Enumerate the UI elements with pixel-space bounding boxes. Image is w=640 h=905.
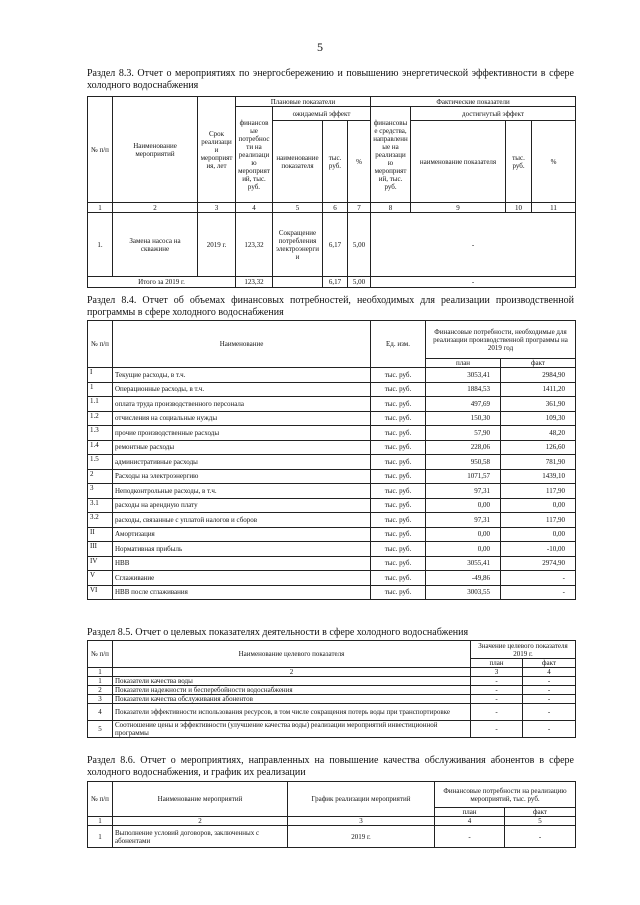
row-num: 2: [88, 686, 113, 695]
col-header-plan: план: [471, 659, 523, 668]
table-row: [88, 677, 576, 686]
col-number: 3: [198, 203, 236, 213]
row-num: 1.4: [88, 440, 113, 455]
row-name: расходы на арендную плату: [113, 498, 371, 513]
row-num: 3: [88, 484, 113, 499]
row-name: Соотношение цены и эффективности (улучшение качества воды) реализации мероприятий инвестиционной программы: [113, 721, 471, 738]
row-fact: 109,30: [501, 411, 576, 426]
row-unit: тыс. руб.: [371, 382, 426, 397]
total-fact: -: [371, 277, 576, 288]
row-fact: -: [371, 213, 576, 277]
table-row: [88, 571, 576, 586]
col-number: 4: [435, 817, 505, 826]
col-header-fin-fact: финансовые средства, направленные на реализацию мероприятий, тыс. руб.: [371, 107, 411, 203]
row-plan: -49,86: [426, 571, 501, 586]
row-name: НВВ после сглаживания: [113, 585, 371, 600]
row-num: I: [88, 368, 113, 383]
row-plan: 1884,53: [426, 382, 501, 397]
row-unit: тыс. руб.: [371, 556, 426, 571]
row-plan: 0,00: [426, 498, 501, 513]
col-number: 1: [88, 817, 113, 826]
row-plan: -: [471, 704, 523, 721]
row-num: V: [88, 571, 113, 586]
row-name: отчисления на социальные нужды: [113, 411, 371, 426]
column-numbers-row: [88, 668, 576, 677]
row-num: 3.2: [88, 513, 113, 528]
row-unit: тыс. руб.: [371, 455, 426, 470]
row-fact: 2974,90: [501, 556, 576, 571]
row-unit: тыс. руб.: [371, 513, 426, 528]
row-plan: 57,90: [426, 426, 501, 441]
row-num: II: [88, 527, 113, 542]
row-name: Выполнение условий договоров, заключенных с абонентами: [113, 826, 288, 848]
col-header-name: Наименование целевого показателя: [113, 641, 471, 668]
row-num: 5: [88, 721, 113, 738]
col-number: 6: [323, 203, 348, 213]
section-8-5-title: Раздел 8.5. Отчет о целевых показателях деятельности в сфере холодного водоснабжения: [87, 627, 469, 638]
table-row: [88, 469, 576, 484]
table-row: [88, 368, 576, 383]
col-number: 9: [411, 203, 506, 213]
table-row: [88, 440, 576, 455]
row-plan: 97,31: [426, 513, 501, 528]
row-num: 4: [88, 704, 113, 721]
total-row: [88, 277, 576, 288]
row-num: 1: [88, 677, 113, 686]
table-row: [88, 397, 576, 412]
service-quality-table: [87, 781, 576, 848]
row-fact: -: [523, 677, 576, 686]
row-num: 3: [88, 695, 113, 704]
col-header-name: Наименование: [113, 321, 371, 368]
row-fact: 117,90: [501, 513, 576, 528]
row-plan: -: [471, 677, 523, 686]
row-unit: тыс. руб.: [371, 368, 426, 383]
col-header-fact: факт: [501, 359, 576, 368]
col-header-indicator-fact: наименование показателя: [411, 121, 506, 203]
row-fact: 781,90: [501, 455, 576, 470]
col-header-schedule: График реализации мероприятий: [288, 782, 435, 817]
col-header-name: Наименование мероприятий: [113, 97, 198, 203]
col-number: 11: [532, 203, 576, 213]
table-row: [88, 542, 576, 557]
col-header-fact: факт: [505, 808, 576, 817]
row-name: Замена насоса на скважине: [113, 213, 198, 277]
row-fact: -: [501, 585, 576, 600]
col-number: 1: [88, 668, 113, 677]
row-plan: 0,00: [426, 527, 501, 542]
row-plan: 97,31: [426, 484, 501, 499]
row-fact: 1439,10: [501, 469, 576, 484]
col-number: 5: [273, 203, 323, 213]
row-unit: тыс. руб.: [371, 397, 426, 412]
col-header-num: № п/п: [88, 641, 113, 668]
row-unit: тыс. руб.: [371, 498, 426, 513]
col-header-fin-plan: финансовые потребности на реализацию мероприятий, тыс. руб.: [236, 107, 273, 203]
row-num: 1: [88, 826, 113, 848]
page-number: 5: [317, 40, 323, 54]
col-number: 3: [288, 817, 435, 826]
col-header-expected: ожидаемый эффект: [273, 107, 371, 121]
row-name: Показатели качества воды: [113, 677, 471, 686]
row-unit: тыс. руб.: [371, 411, 426, 426]
table-row: [88, 686, 576, 695]
row-name: Операционные расходы, в т.ч.: [113, 382, 371, 397]
col-header-achieved: достигнутый эффект: [411, 107, 576, 121]
financial-needs-table: [87, 320, 576, 600]
table-row: [88, 527, 576, 542]
col-header-thr-fact: тыс. руб.: [506, 121, 532, 203]
table-row: [88, 411, 576, 426]
row-num: 1.1: [88, 397, 113, 412]
table-row: [88, 484, 576, 499]
row-num: 1.: [88, 213, 113, 277]
row-fact: 0,00: [501, 498, 576, 513]
row-plan: -: [471, 686, 523, 695]
row-unit: тыс. руб.: [371, 440, 426, 455]
col-number: 2: [113, 817, 288, 826]
section-8-6-title: Раздел 8.6. Отчет о мероприятиях, направленных на повышение качества обслуживания абонентов в сфере холодного водоснабжения, и график их реализации: [87, 755, 574, 778]
col-number: 4: [523, 668, 576, 677]
row-unit: тыс. руб.: [371, 571, 426, 586]
col-header-num: № п/п: [88, 321, 113, 368]
row-name: Текущие расходы, в т.ч.: [113, 368, 371, 383]
row-unit: тыс. руб.: [371, 527, 426, 542]
row-indicator: Сокращение потребления электроэнергии: [273, 213, 323, 277]
row-plan: 150,30: [426, 411, 501, 426]
row-fact: 361,90: [501, 397, 576, 412]
row-unit: тыс. руб.: [371, 426, 426, 441]
row-plan: -: [435, 826, 505, 848]
row-plan: -: [471, 695, 523, 704]
col-header-indicator: наименование показателя: [273, 121, 323, 203]
row-num: 2: [88, 469, 113, 484]
row-name: Сглаживание: [113, 571, 371, 586]
row-unit: тыс. руб.: [371, 469, 426, 484]
col-header-value: Значение целевого показателя 2019 г.: [471, 641, 576, 659]
row-fact: -: [505, 826, 576, 848]
row-fin: 123,32: [236, 213, 273, 277]
target-indicators-table: [87, 640, 576, 738]
row-num: 1: [88, 382, 113, 397]
total-pct: 5,00: [348, 277, 371, 288]
row-plan: 3055,41: [426, 556, 501, 571]
col-header-num: № п/п: [88, 97, 113, 203]
col-header-plan-group: Плановые показатели: [236, 97, 371, 107]
row-fact: -10,00: [501, 542, 576, 557]
row-name: Нормативная прибыль: [113, 542, 371, 557]
row-fact: -: [523, 721, 576, 738]
col-header-fin: Финансовые потребности, необходимые для реализации производственной программы на 2019 год: [426, 321, 576, 359]
table-row: [88, 498, 576, 513]
col-header-thr: тыс. руб.: [323, 121, 348, 203]
row-plan: 0,00: [426, 542, 501, 557]
col-number: 1: [88, 203, 113, 213]
column-numbers-row: [88, 203, 576, 213]
row-num: 1.2: [88, 411, 113, 426]
row-fact: 126,60: [501, 440, 576, 455]
table-row: [88, 382, 576, 397]
total-thr: 6,17: [323, 277, 348, 288]
row-name: прочие производственные расходы: [113, 426, 371, 441]
row-num: III: [88, 542, 113, 557]
total-label: Итого за 2019 г.: [88, 277, 236, 288]
col-header-unit: Ед. изм.: [371, 321, 426, 368]
table-row: [88, 826, 576, 848]
col-header-pct-fact: %: [532, 121, 576, 203]
row-fact: -: [501, 571, 576, 586]
row-name: Расходы на электроэнергию: [113, 469, 371, 484]
section-8-3-title: Раздел 8.3. Отчет о мероприятиях по энергосбережению и повышению энергетической эффективности в сфере холодного водоснабжения: [87, 68, 574, 91]
row-fact: 117,90: [501, 484, 576, 499]
row-name: административные расходы: [113, 455, 371, 470]
col-number: 7: [348, 203, 371, 213]
row-plan: 228,06: [426, 440, 501, 455]
row-plan: 497,69: [426, 397, 501, 412]
table-row: [88, 721, 576, 738]
col-header-fin: Финансовые потребности на реализацию мероприятий, тыс. руб.: [435, 782, 576, 808]
row-fact: -: [523, 695, 576, 704]
col-number: 2: [113, 203, 198, 213]
section-8-4-title: Раздел 8.4. Отчет об объемах финансовых потребностей, необходимых для реализации производственной программы в сфере холодного водоснабжения: [87, 295, 574, 318]
row-term: 2019 г.: [198, 213, 236, 277]
column-numbers-row: [88, 817, 576, 826]
row-num: 3.1: [88, 498, 113, 513]
row-name: расходы, связанные с уплатой налогов и сборов: [113, 513, 371, 528]
col-header-plan: план: [435, 808, 505, 817]
col-number: 4: [236, 203, 273, 213]
row-name: Показатели надежности и бесперебойности водоснабжения: [113, 686, 471, 695]
table-row: [88, 704, 576, 721]
col-number: 8: [371, 203, 411, 213]
col-header-fact: факт: [523, 659, 576, 668]
row-fact: -: [523, 686, 576, 695]
total-empty: [273, 277, 323, 288]
row-plan: 1071,57: [426, 469, 501, 484]
row-fact: 48,20: [501, 426, 576, 441]
total-fin: 123,32: [236, 277, 273, 288]
row-schedule: 2019 г.: [288, 826, 435, 848]
col-number: 5: [505, 817, 576, 826]
row-name: ремонтные расходы: [113, 440, 371, 455]
row-plan: 3003,55: [426, 585, 501, 600]
row-pct: 5,00: [348, 213, 371, 277]
row-num: IV: [88, 556, 113, 571]
row-name: Показатели качества обслуживания абонентов: [113, 695, 471, 704]
row-name: Неподконтрольные расходы, в т.ч.: [113, 484, 371, 499]
row-plan: 3053,41: [426, 368, 501, 383]
row-unit: тыс. руб.: [371, 484, 426, 499]
row-name: Показатели эффективности использования ресурсов, в том числе сокращения потерь воды при транспортировке: [113, 704, 471, 721]
table-row: [88, 455, 576, 470]
row-fact: 0,00: [501, 527, 576, 542]
row-num: VI: [88, 585, 113, 600]
col-number: 10: [506, 203, 532, 213]
table-row: [88, 556, 576, 571]
row-name: Амортизация: [113, 527, 371, 542]
table-row: [88, 695, 576, 704]
table-row: [88, 585, 576, 600]
col-header-fact-group: Фактические показатели: [371, 97, 576, 107]
col-header-plan: план: [426, 359, 501, 368]
row-plan: -: [471, 721, 523, 738]
row-name: НВВ: [113, 556, 371, 571]
table-row: [88, 213, 576, 277]
table-row: [88, 513, 576, 528]
col-header-name: Наименование мероприятий: [113, 782, 288, 817]
row-fact: 1411,20: [501, 382, 576, 397]
energy-saving-table: [87, 96, 576, 288]
row-unit: тыс. руб.: [371, 542, 426, 557]
col-header-term: Срок реализации мероприятия, лет: [198, 97, 236, 203]
row-name: оплата труда производственного персонала: [113, 397, 371, 412]
col-number: 3: [471, 668, 523, 677]
row-num: 1.5: [88, 455, 113, 470]
col-header-num: № п/п: [88, 782, 113, 817]
row-thr: 6,17: [323, 213, 348, 277]
col-number: 2: [113, 668, 471, 677]
row-fact: -: [523, 704, 576, 721]
row-fact: 2984,90: [501, 368, 576, 383]
table-row: [88, 426, 576, 441]
row-num: 1.3: [88, 426, 113, 441]
col-header-pct: %: [348, 121, 371, 203]
row-unit: тыс. руб.: [371, 585, 426, 600]
row-plan: 950,58: [426, 455, 501, 470]
